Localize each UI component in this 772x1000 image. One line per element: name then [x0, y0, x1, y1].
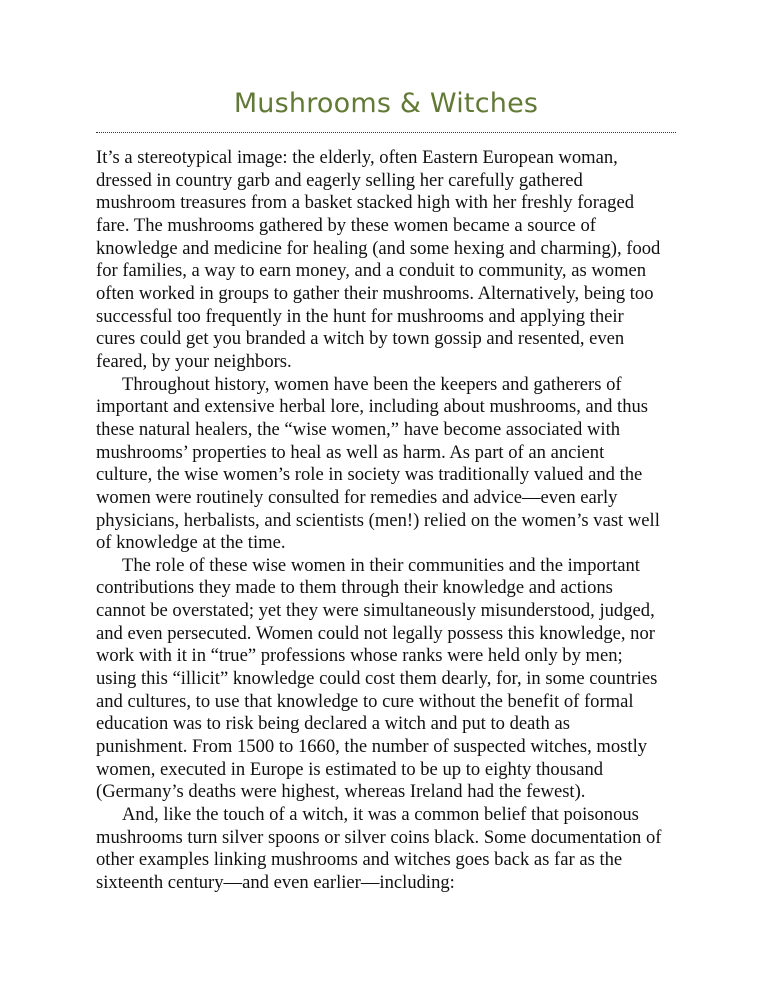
- body-text: [96, 147, 676, 895]
- text-line: mushroom treasures from a basket stacked high with her freshly foraged: [96, 192, 635, 214]
- text-line: dressed in country garb and eagerly selling her carefully gathered: [96, 169, 583, 191]
- text-line: successful too frequently in the hunt for mushrooms and applying their: [96, 305, 624, 327]
- paragraph: [96, 147, 676, 374]
- paragraph: [96, 804, 676, 895]
- text-line: Throughout history, women have been the keepers and gatherers of: [122, 373, 622, 395]
- text-line: education was to risk being declared a witch and put to death as: [96, 713, 570, 735]
- text-line: other examples linking mushrooms and witches goes back as far as the: [96, 849, 623, 871]
- text-line: for families, a way to earn money, and a conduit to community, as women: [96, 260, 647, 282]
- text-line: these natural healers, the “wise women,” have become associated with: [96, 418, 621, 440]
- text-line: women, executed in Europe is estimated to be up to eighty thousand: [96, 758, 604, 780]
- text-line: women were routinely consulted for remedies and advice—even early: [96, 486, 618, 508]
- text-line: and even persecuted. Women could not legally possess this knowledge, nor: [96, 622, 655, 644]
- dotted-divider: [96, 132, 676, 133]
- text-line: of knowledge at the time.: [96, 532, 286, 554]
- text-line: important and extensive herbal lore, including about mushrooms, and thus: [96, 396, 649, 418]
- text-line: physicians, herbalists, and scientists (men!) relied on the women’s vast well: [96, 509, 660, 531]
- text-line: feared, by your neighbors.: [96, 350, 292, 372]
- text-line: (Germany’s deaths were highest, whereas Ireland had the fewest).: [96, 781, 586, 803]
- text-line: mushrooms turn silver spoons or silver coins black. Some documentation of: [96, 826, 662, 848]
- paragraph: [96, 374, 676, 555]
- text-line: fare. The mushrooms gathered by these women became a source of: [96, 214, 596, 236]
- text-line: And, like the touch of a witch, it was a common belief that poisonous: [122, 804, 639, 826]
- text-line: punishment. From 1500 to 1660, the number of suspected witches, mostly: [96, 736, 648, 758]
- page-title: Mushrooms & Witches: [233, 88, 539, 119]
- text-line: sixteenth century—and even earlier—including:: [96, 872, 455, 893]
- text-line: work with it in “true” professions whose ranks were held only by men;: [96, 645, 623, 667]
- text-line: often worked in groups to gather their mushrooms. Alternatively, being too: [96, 282, 654, 304]
- paragraph: [96, 555, 676, 804]
- text-line: using this “illicit” knowledge could cost them dearly, for, in some countries: [96, 668, 658, 690]
- text-line: The role of these wise women in their communities and the important: [122, 554, 640, 576]
- text-line: knowledge and medicine for healing (and some hexing and charming), food: [96, 237, 661, 259]
- text-line: cannot be overstated; yet they were simultaneously misunderstood, judged,: [96, 600, 655, 622]
- text-line: cures could get you branded a witch by town gossip and resented, even: [96, 328, 625, 350]
- text-line: mushrooms’ properties to heal as well as harm. As part of an ancient: [96, 441, 605, 463]
- text-line: and cultures, to use that knowledge to cure without the benefit of formal: [96, 690, 634, 712]
- text-line: It’s a stereotypical image: the elderly, often Eastern European woman,: [96, 147, 618, 168]
- text-line: culture, the wise women’s role in society was traditionally valued and the: [96, 464, 643, 486]
- text-line: contributions they made to them through their knowledge and actions: [96, 577, 613, 599]
